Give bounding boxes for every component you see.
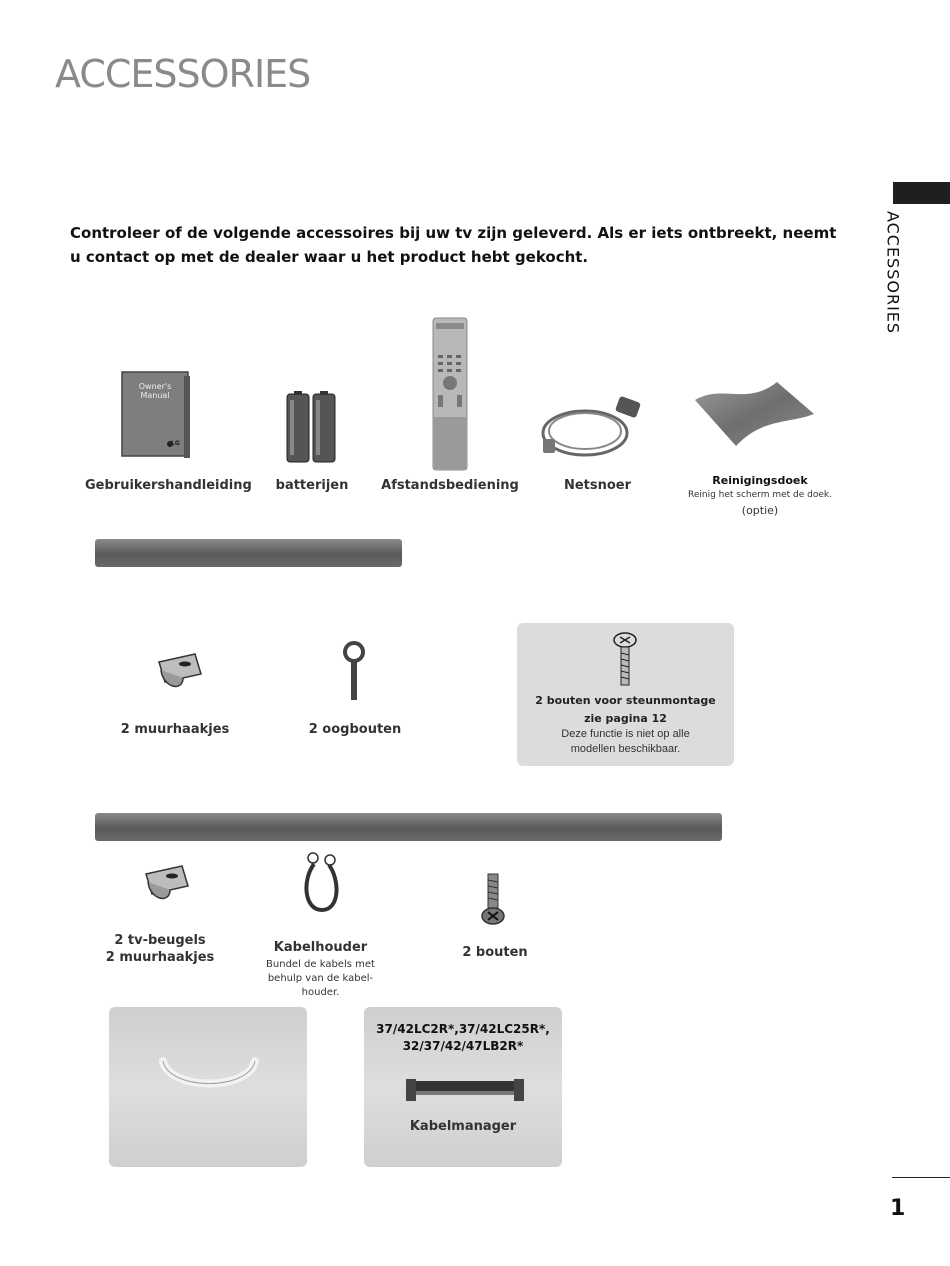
side-section-label: ACCESSORIES (883, 210, 903, 335)
batteries-icon (286, 390, 338, 465)
label-section2-cable-holder: Kabelhouder (273, 940, 368, 955)
page-number: 1 (890, 1196, 906, 1221)
accessory-power-cord (530, 380, 665, 500)
section1-wall-bracket (115, 650, 235, 750)
label-cleaning-cloth: Reinigingsdoek (712, 474, 808, 487)
label-manual: Gebruikershandleiding (85, 478, 252, 493)
manual-cover-text: Owner's Manual (138, 382, 172, 400)
note-box-line1: 2 bouten voor steunmontage (535, 694, 716, 707)
accessory-cleaning-cloth (680, 370, 840, 520)
note-box-line3: Deze functie is niet op alle (561, 728, 690, 740)
section-bar-2 (95, 813, 722, 841)
wall-bracket-icon (155, 652, 203, 694)
page-title: ACCESSORIES (55, 52, 311, 96)
accessory-remote (380, 315, 520, 500)
power-cord-icon (535, 385, 650, 465)
support-bolts-note-box (517, 623, 734, 766)
side-tab-marker (893, 182, 950, 204)
cleaning-cloth-option: (optie) (741, 504, 779, 517)
label-batteries: batterijen (275, 478, 349, 493)
cable-manager-label: Kabelmanager (409, 1119, 517, 1134)
screw-icon (480, 872, 506, 926)
label-section1-wall-bracket: 2 muurhaakjes (120, 722, 230, 737)
section-bar-1 (95, 539, 402, 567)
label-section2-tv-bracket-line1: 2 tv-beugels (114, 933, 206, 948)
cable-manager-models-line1: 37/42LC2R*,37/42LC25R*, (376, 1022, 550, 1036)
note-box-line2: zie pagina 12 (584, 712, 667, 725)
note-box-line4: modellen beschikbaar. (570, 743, 681, 755)
eye-bolt-icon (340, 640, 370, 702)
cable-manager-closeup-box (109, 1007, 307, 1167)
cable-holder-note-line3: houder. (301, 987, 340, 998)
section1-eye-bolt (300, 640, 410, 750)
label-section1-eye-bolt: 2 oogbouten (308, 722, 402, 737)
section2-cable-holder (258, 848, 383, 1008)
cable-manager-icon (406, 1077, 524, 1103)
manual-brand: LG (171, 440, 180, 447)
cable-holder-note-line2: behulp van de kabel- (267, 973, 374, 984)
label-section2-tv-bracket-line2: 2 muurhaakjes (105, 950, 215, 965)
cable-holder-icon (300, 850, 344, 916)
cable-holder-note-line1: Bundel de kabels met (266, 959, 375, 970)
cleaning-cloth-note: Reinig het scherm met de doek. (688, 490, 832, 500)
label-power-cord: Netsnoer (563, 478, 632, 493)
cable-manager-closeup-icon (159, 1057, 259, 1093)
remote-control-icon (432, 317, 468, 472)
accessory-manual (85, 360, 252, 500)
label-remote: Afstandsbediening (381, 478, 519, 493)
bolt-icon (612, 631, 638, 687)
section2-tv-bracket (100, 860, 220, 970)
section2-screws (440, 868, 550, 968)
cable-manager-model-box (364, 1007, 562, 1167)
cleaning-cloth-icon (692, 378, 817, 450)
label-section2-screws: 2 bouten (462, 945, 528, 960)
cable-manager-models-line2: 32/37/42/47LB2R* (402, 1039, 524, 1053)
tv-bracket-icon (142, 864, 190, 906)
intro-text: Controleer of de volgende accessoires bij uw tv zijn geleverd. Als er iets ontbreekt, neemt u contact op met de dealer waar u het product hebt gekocht. (70, 224, 837, 266)
accessory-batteries (262, 360, 362, 500)
footer-rule (892, 1177, 950, 1178)
